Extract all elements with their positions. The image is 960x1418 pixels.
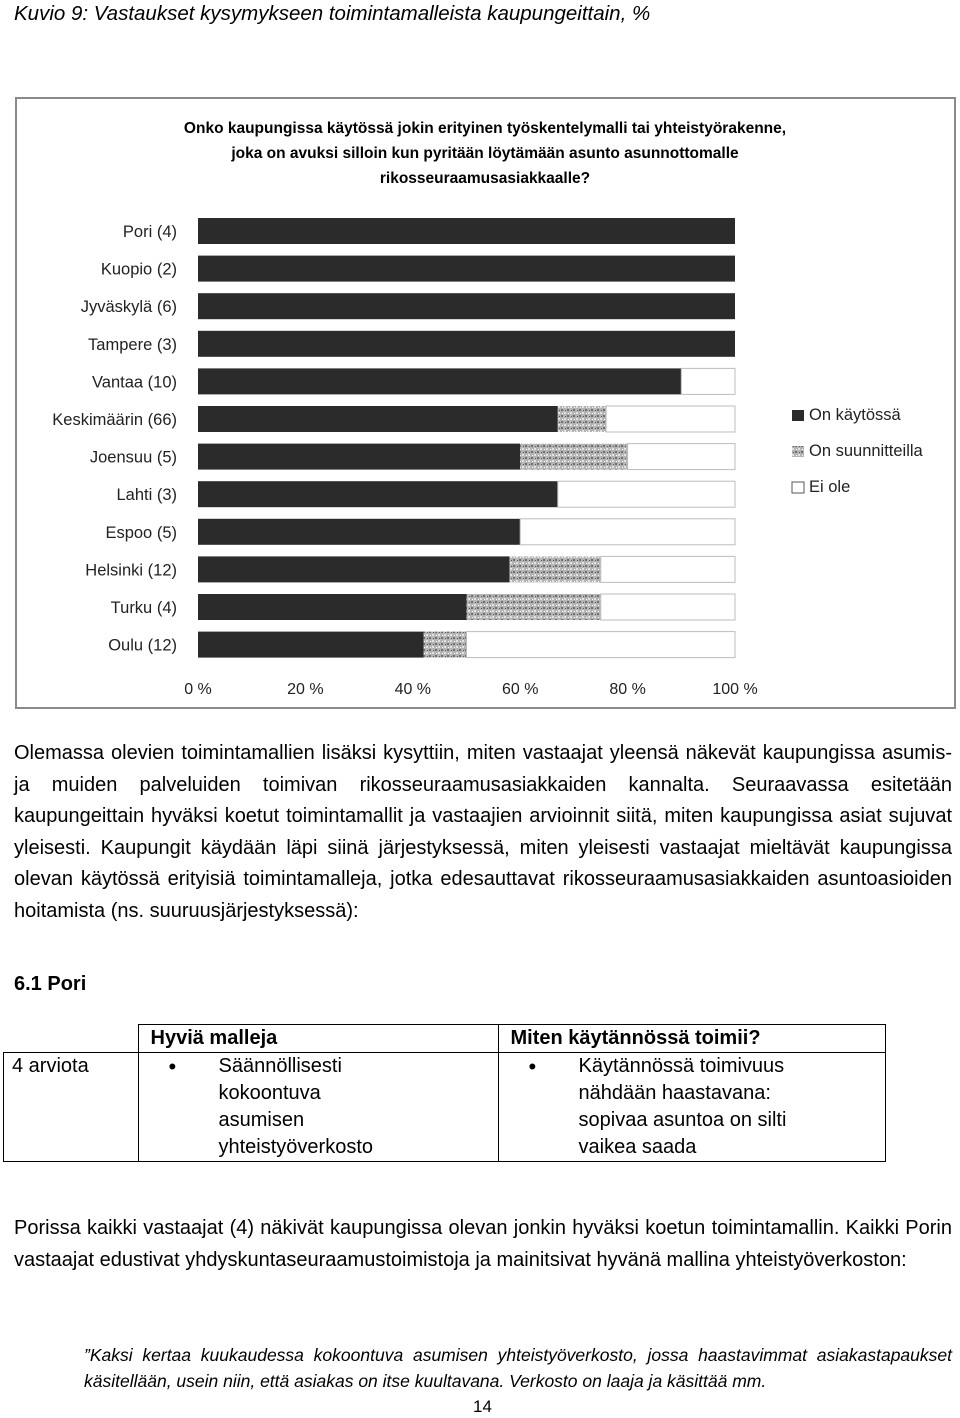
header-in-practice: Miten käytännössä toimii? [498, 1025, 885, 1053]
chart-title [184, 120, 786, 187]
category-label: Kuopio (2) [100, 260, 177, 279]
bar-segment [628, 444, 735, 470]
table-row [4, 1053, 886, 1162]
quote-text: ”Kaksi kertaa kuukaudessa kokoontuva asumisen yhteistyöverkosto, jossa haastavimmat asiakastapaukset käsitellään, usein niin, että asiakas on itse kuultavana. Verkosto on laaja ja käsittää mm. [84, 1345, 952, 1391]
category-labels [52, 223, 177, 655]
empty-corner-cell [4, 1025, 139, 1053]
bar-segment [601, 594, 735, 620]
category-label: Pori (4) [122, 223, 177, 241]
pori-paragraph: Porissa kaikki vastaajat (4) näkivät kaupungissa olevan jonkin hyväksi koetun toimintamallin. Kaikki Porin vastaajat edustivat yhdyskuntaseuraamustoimistoja ja mainitsivat hyvänä mallina yhteistyöverkoston: [14, 1217, 952, 1271]
bar-segment [198, 256, 735, 282]
legend-label: On käytössä [809, 406, 901, 424]
bar-segment [198, 632, 424, 658]
chart-legend [792, 406, 924, 496]
bar-segment [198, 293, 735, 319]
category-label: Oulu (12) [108, 636, 177, 655]
good-models-cell [138, 1053, 498, 1162]
bar-segment [681, 368, 735, 394]
bar-segment [509, 556, 600, 582]
legend-swatch [792, 446, 804, 457]
category-label: Turku (4) [110, 599, 177, 617]
bar-segment [198, 368, 681, 394]
bar-segment [520, 444, 627, 470]
x-tick-label: 100 % [712, 681, 758, 698]
category-label: Lahti (3) [116, 486, 177, 505]
bar-segment [520, 519, 735, 545]
bar-segment [198, 218, 735, 244]
category-label: Espoo (5) [105, 523, 177, 542]
row-label: 4 arviota [4, 1053, 139, 1162]
chart-bars [198, 218, 735, 658]
category-label: Joensuu (5) [89, 448, 177, 467]
stacked-bar-chart [15, 97, 956, 709]
bar-segment [558, 406, 606, 432]
intro-paragraph: Olemassa olevien toimintamallien lisäksi kysyttiin, miten vastaajat yleensä näkevät kaupungissa asumis- ja muiden palveluiden toimivan rikosseuraamusasiakkaiden kannalta. Seuraavassa esitetään kaupungeittain hyväksi koetut toimintamallit ja vastaajien arvioinnit siitä, miten kaupungissa asiat sujuvat yleisesti. Kaupungit käydään läpi siinä järjestyksessä, miten yleisesti vastaajat mieltävät kaupungissa olevan käytössä erityisiä toimintamalleja, jotka edesauttavat rikosseuraamusasiakkaiden asuntoasioiden hoitamista (ns. suuruusjärjestyksessä): [14, 742, 952, 922]
x-tick-label: 40 % [394, 681, 432, 698]
bar-segment [558, 481, 735, 507]
x-tick-label: 80 % [609, 681, 646, 698]
section-heading: 6.1 Pori [14, 973, 87, 995]
x-tick-label: 0 % [184, 681, 212, 698]
legend-label: On suunnitteilla [809, 442, 923, 460]
bar-segment [601, 556, 735, 582]
chart-title-line: rikosseuraamusasiakkaalle? [379, 170, 591, 187]
bar-segment [198, 556, 509, 582]
legend-label: Ei ole [809, 478, 851, 496]
category-label: Keskimäärin (66) [52, 411, 177, 429]
chart-title-line: joka on avuksi silloin kun pyritään löytämään asunto asunnottomalle [231, 145, 739, 162]
good-model-text: Säännöllisesti kokoontuva asumisen yhteistyöverkosto [218, 1055, 374, 1158]
table-header-row [4, 1025, 886, 1053]
x-tick-label: 60 % [501, 681, 539, 698]
in-practice-item [499, 1053, 789, 1161]
good-model-item [139, 1053, 399, 1161]
category-label: Vantaa (10) [92, 373, 177, 392]
bar-segment [606, 406, 735, 432]
legend-swatch [792, 410, 804, 421]
category-label: Helsinki (12) [85, 561, 177, 580]
bar-segment [198, 406, 558, 432]
figure-caption: Kuvio 9: Vastaukset kysymykseen toimintamalleista kaupungeittain, % [14, 2, 651, 25]
x-tick-labels [184, 681, 757, 698]
page-number: 14 [473, 1397, 492, 1416]
bar-segment [467, 632, 736, 658]
in-practice-text: Käytännössä toimivuus nähdään haastavana: sopivaa asuntoa on silti vaikea saada [578, 1055, 787, 1158]
bar-segment [198, 594, 467, 620]
bar-segment [198, 444, 520, 470]
header-good-models: Hyviä malleja [138, 1025, 498, 1053]
bar-segment [198, 481, 558, 507]
in-practice-cell [498, 1053, 885, 1162]
bar-segment [467, 594, 601, 620]
x-tick-label: 20 % [287, 681, 324, 698]
chart-title-line: Onko kaupungissa käytössä jokin erityinen työskentelymalli tai yhteistyörakenne, [183, 120, 787, 137]
category-label: Jyväskylä (6) [80, 298, 177, 317]
bar-segment [198, 519, 520, 545]
category-label: Tampere (3) [88, 335, 177, 354]
practices-table [3, 1024, 886, 1162]
legend-swatch [792, 482, 804, 493]
bar-segment [198, 331, 735, 357]
bar-segment [424, 632, 467, 658]
